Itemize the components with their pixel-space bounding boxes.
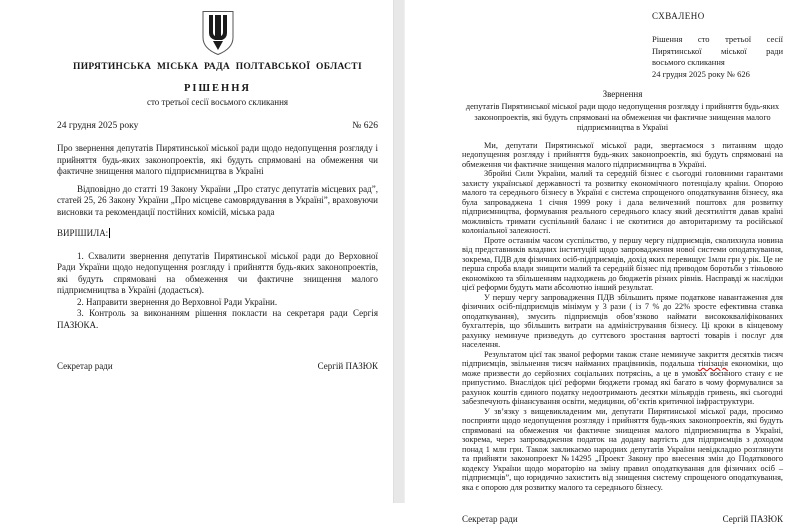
decision-item: 2. Направити звернення до Верховної Ради України. [77,296,278,307]
decision-items [57,251,378,332]
text-cursor [109,228,110,238]
doc-number: № 626 [352,121,378,131]
page-gap-divider [393,0,405,503]
decision-page [0,0,393,503]
appeal-page [405,0,800,524]
decision-item: 3. Контроль за виконанням рішення покласти на секретаря ради Сергія ПАЗЮКА. [57,308,378,330]
decision-preamble: Відповідно до статті 19 Закону України „Про статус депутатів місцевих рад”, статей 25, 26 Закону України „Про місцеве самоврядування в Україні”, враховуючи висновки та рекомендації постійних комісій, міська рада [57,183,378,217]
session-line: сто третьої сесії восьмого скликання [146,97,289,107]
doc-date: 24 грудня 2025 року [57,121,139,131]
approved-label: СХВАЛЕНО [652,11,705,21]
org-name: ПИРЯТИНСЬКА МІСЬКА РАДА ПОЛТАВСЬКОЇ ОБЛАСТІ [73,62,362,72]
misspelled-word: тінізація [697,359,729,368]
decision-item: 1. Схвалити звернення депутатів Пирятинської міської ради до Верховної Ради України щодо недопущення розгляду і прийняття будь-яких законопроектів, які будуть спрямовані на обмеження чи фактичне знищення малого підприємництва в Україні (додається). [57,250,378,295]
approved-reference-block [652,34,783,80]
emblem-wrap [57,10,378,56]
date-number-row [57,120,378,132]
appeal-subtitle: депутатів Пирятинської міської ради щодо недопущення розгляду і прийняття будь-яких законопроектів, які будуть спрямовані на обмеження чи фактичне знищення малого підприємництва в Україні [465,102,780,132]
appeal-body [462,141,783,493]
decision-subject: Про звернення депутатів Пирятинської міської ради щодо недопущення розгляду і прийняття будь-яких законопроектів, які будуть спрямовані на обмеження чи фактичне знищення малого підприємництва в Україні [57,143,378,176]
signature-title: Секретар ради [462,514,518,524]
signature-title: Секретар ради [57,361,113,371]
resolved-label: ВИРІШИЛА: [57,228,109,238]
signature-row [462,514,783,525]
approved-line: 24 грудня 2025 року № 626 [652,68,750,79]
approved-line: Рішення сто третьої сесії [652,34,783,44]
approved-line: Пирятинської міської ради [652,45,783,56]
appeal-title: Звернення [602,89,643,99]
signature-name: Сергій ПАЗЮК [722,514,783,524]
signature-name: Сергій ПАЗЮК [317,361,378,371]
appeal-paragraph: Результатом цієї так званої реформи також стане неминуче закриття десятків тисяч підприємців, звільнення тисяч найманих працівників, подальша тінізація економіки, що може призвести до серйозних соціальних потрясінь, а це в умовах воєнного стану є не припустимо. Внаслідок цієї реформи бюджети громад які багато в чому формувалися за рахунок коштів єдиного податку недоотримають десятки мільярдів гривень, які сьогодні забезпечують фінансування освіти, медицини, об’єктів критичної інфраструктури. [462,349,783,406]
appeal-paragraph: У першу чергу запровадження ПДВ збільшить пряме податкове навантаження для фізичних осіб-підприємців мінімум у 3 рази ( із 7 % до 22% зросте ефективна ставка оподаткування), змусить підприємців обов’язково наймати висококваліфікованих бухгалтерів, що збільшить витрати на адміністрування бізнесу. Ці кроки в кінцевому рахунку неминуче призведуть до суттєвого зростання вартості товарів і послуг для населення. [462,292,783,349]
appeal-paragraph: Проте останнім часом суспільство, у першу чергу підприємців, сколихнула новина від представників владних інституцій щодо запровадження нової системи оподаткування, зокрема, ПДВ для фізичних осіб-підприємців, дохід яких перевищує 1млн грн у рік. Це не перша спроба влади знищити малий та середній бізнес під приводом боротьби з тіньовою економікою та збільшенням надходжень до бюджетів різних рівнів. Насправді ж наслідки цієї реформи будуть мати абсолютно інший результат. [462,235,783,292]
signature-row [57,361,378,372]
doc-type-title: РІШЕННЯ [184,83,251,94]
appeal-paragraph: Ми, депутати Пирятинської міської ради, звертаємося з питанням щодо недопущення розгляду і прийняття будь-яких законопроектів, які будуть спрямовані на обмеження чи фактичне знищення малого підприємництва в Україні. [462,140,783,169]
appeal-paragraph: Збройні Сили України, малий та середній бізнес є сьогодні головними гарантами захисту української державності та розвитку економічного потенціалу країни. Опорою малого та середнього бізнесу в Україні є система спрощеного оподаткування бізнесу, яка була запроваджена 1 січня 1999 року і дала величезний поштовх для розвитку підприємництва, формування реального середнього класу який десятиліття давав країні можливість тримати суспільний баланс і не скотитися до авторитаризму та російської колоніальної залежності. [462,169,783,235]
appeal-paragraph: У зв’язку з вищевикладеним ми, депутати Пирятинської міської ради, просимо посприяти щодо недопущення розгляду і прийняття будь-яких законопроектів, які будуть спрямовані на обмеження чи фактичне знищення малого підприємництва в Україні, зокрема, через запровадження податок на додану вартість для підприємців з доходом понад 1 млн грн. Також закликаємо народних депутатів України невідкладно розглянути та прийняти законопроект №14295 „Проект Закону про внесення змін до Податкового кодексу України щодо мораторію на зміну правил оподаткування для фізичних осіб – підприємців”, що юридично захистить від знищення систему спрощеного оподаткування, яка є опорою для розвитку малого та середнього бізнесу. [462,406,783,492]
ukraine-trident-emblem [200,10,236,56]
approved-line: восьмого скликання [652,57,725,67]
